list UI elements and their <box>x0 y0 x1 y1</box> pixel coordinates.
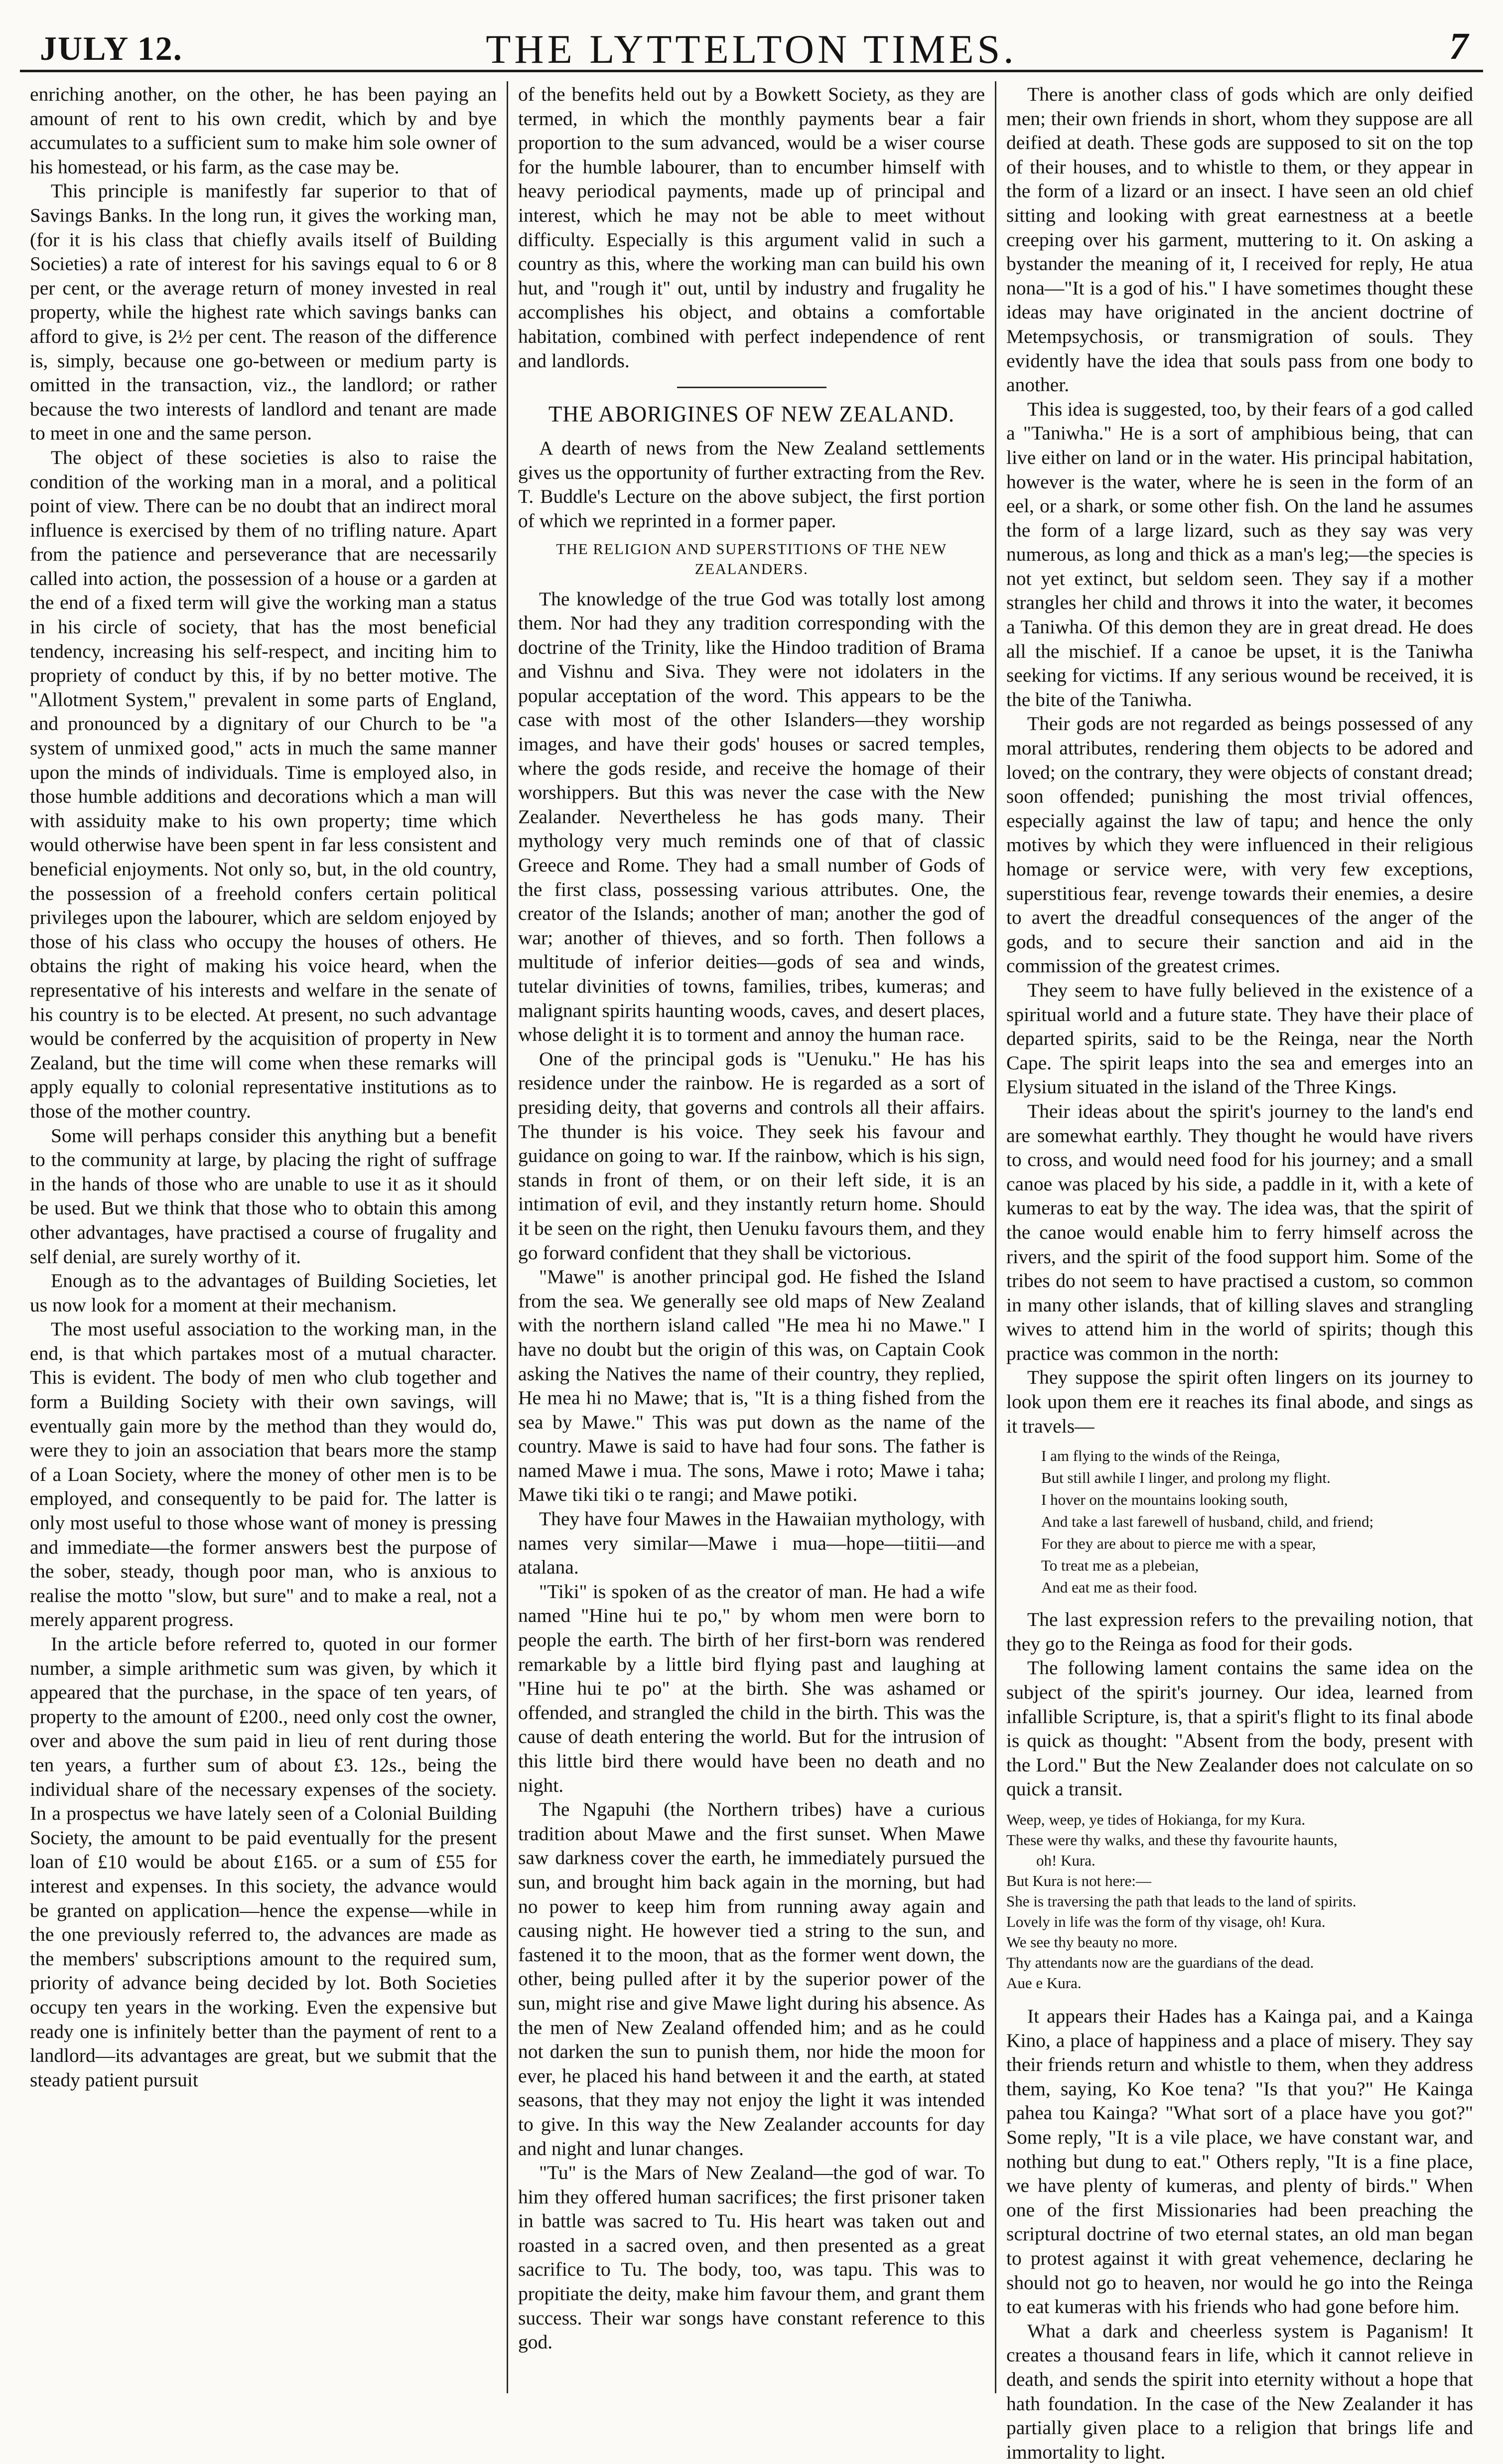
article-divider <box>677 387 826 388</box>
paragraph: Their gods are not regarded as beings possessed of any moral attributes, rendering them objects to be adored and loved; on the contrary, they were objects of constant dread; soon offended; punishing the most trivial offences, especially against the law of tapu; and hence the only motives by which they were influenced in their religious homage or service were, with very few exceptions, superstitious fear, revenge towards their enemies, a desire to avert the dreadful consequences of the anger of the gods, and to secure their sanction and aid in the commission of the greatest crimes. <box>1006 713 1473 977</box>
verse-line: To treat me as a plebeian, <box>1041 1557 1199 1575</box>
verse-line: And eat me as their food. <box>1041 1579 1198 1596</box>
masthead <box>20 20 1483 72</box>
paragraph: The Ngapuhi (the Northern tribes) have a curious tradition about Mawe and the first sunset. When Mawe saw darkness cover the earth, he immediately pursued the sun, and brought him back again in the morning, but had no power to keep him from running away again and causing night. He however tied a string to the sun, and fastened it to the moon, that as the former went down, the other, being pulled after it by the superior power of the sun, might rise and give Mawe light during his absence. As the men of New Zealand offended him; and as he could not darken the sun to punish them, nor hide the moon for ever, he placed his hand between it and the earth, at stated seasons, that they may not enjoy the light it was intended to give. In this way the New Zealander accounts for day and night and lunar changes. <box>518 1798 985 2160</box>
column-2 <box>508 78 995 2400</box>
paragraph: This idea is suggested, too, by their fears of a god called a "Taniwha." He is a sort of amphibious being, that can live either on land or in the water. His principal habitation, however is the water, where he is seen in the form of an eel, or a shark, or some other fish. On the land he assumes the form of a large lizard, such as they say was very numerous, as long and thick as a man's leg;—the species is not yet extinct, but seldom seen. They say if a mother strangles her child and throws it into the water, it becomes a Taniwha. Of this demon they are in great dread. He does all the mischief. If a canoe be upset, it is the Taniwha seeking for victims. If any serious wound be received, it is the bite of the Taniwha. <box>1006 398 1473 711</box>
paragraph: The knowledge of the true God was totally lost among them. Nor had they any tradition corresponding with the doctrine of the Trinity, like the Hindoo tradition of Brama and Vishnu and Siva. They were not idolaters in the popular acceptation of the word. This appears to be the case with most of the other Islanders—they worship images, and have their gods' houses or sacred temples, where the gods reside, and receive the homage of their worshippers. But this was never the case with the New Zealander. Nevertheless he has gods many. Their mythology very much reminds one of that of classic Greece and Rome. They had a small number of Gods of the first class, possessing various attributes. One, the creator of the Islands; another of man; another the god of war; another of thieves, and so forth. Then follows a multitude of inferior deities—gods of sea and winds, tutelar divinities of towns, families, tribes, kumeras; and malignant spirits haunting woods, caves, and desert places, whose delight it is to torment and annoy the human race. <box>518 587 985 1046</box>
article-title: THE ABORIGINES OF NEW ZEALAND. <box>548 402 955 427</box>
paragraph: They suppose the spirit often lingers on its journey to look upon them ere it reaches its final abode, and sings as it travels— <box>1006 1366 1473 1437</box>
verse-line: And take a last farewell of husband, child, and friend; <box>1041 1513 1374 1531</box>
lament-line: oh! Kura. <box>1036 1852 1095 1869</box>
paragraph: The most useful association to the working man, in the end, is that which partakes most of a mutual character. This is evident. The body of men who club together and form a Building Society with their own savings, will eventually gain more by the method than they would do, were they to join an association that bears more the stamp of a Loan Society, where the money of other men is to be employed, and consequently to be paid for. The latter is only most useful to those whose want of money is pressing and immediate—the former answers best the purpose of the sober, steady, though poor man, who is anxious to realise the motto "slow, but sure" and to make a real, not a merely apparent progress. <box>30 1318 497 1631</box>
columns <box>20 78 1483 2463</box>
paragraph: They seem to have fully believed in the existence of a spiritual world and a future state. They have their place of departed spirits, said to be the Reinga, near the North Cape. The spirit leaps into the sea and emerges into an Elysium situated in the island of the Three Kings. <box>1006 979 1473 1098</box>
lament-line: She is traversing the path that leads to the land of spirits. <box>1006 1892 1357 1910</box>
section-heading: THE RELIGION AND SUPERSTITIONS OF THE NEW ZEALANDERS. <box>556 540 947 578</box>
lament-line: Weep, weep, ye tides of Hokianga, for my Kura. <box>1006 1811 1306 1828</box>
paragraph: "Mawe" is another principal god. He fished the Island from the sea. We generally see old maps of New Zealand with the northern island called "He mea hi no Mawe." I have no doubt but the origin of this was, on Captain Cook asking the Natives the name of their country, they replied, He mea hi no Mawe; that is, "It is a thing fished from the sea by Mawe." This was put down as the name of the country. Mawe is said to have had four sons. The father is named Mawe i mua. The sons, Mawe i roto; Mawe i taha; Mawe tiki tiki o te rangi; and Mawe potiki. <box>518 1266 985 1506</box>
page-number: 7 <box>1449 25 1468 67</box>
lament-line: Lovely in life was the form of thy visage, oh! Kura. <box>1006 1913 1326 1930</box>
verse-line: But still awhile I linger, and prolong my flight. <box>1041 1469 1331 1487</box>
paragraph: They have four Mawes in the Hawaiian mythology, with names very similar—Mawe i mua—hope—tiitii—and atalana. <box>518 1508 985 1579</box>
paragraph: The object of these societies is also to raise the condition of the working man in a moral, and a political point of view. There can be no doubt that an indirect moral influence is exercised by them of no trifling nature. Apart from the patience and perseverance that are necessarily called into action, the possession of a house or a garden at the end of a fixed term will give the working man a status in his circle of society, that has the most beneficial tendency, increasing his self-respect, and inciting him to propriety of conduct by this, if by no better motive. The "Allotment System," prevalent in some parts of England, and pronounced by a dignitary of our Church to be "a system of unmixed good," acts in much the same manner upon the minds of individuals. Time is employed also, in those humble additions and decorations which a man will with assiduity make to his own property; time which would otherwise have been spent in far less consistent and beneficial enjoyments. Not only so, but, in the old country, the possession of a freehold confers certain political privileges upon the labourer, which are seldom enjoyed by those of his class who occupy the houses of others. He obtains the right of making his voice heard, when the representative of his interests and welfare in the senate of his country is to be elected. At present, no such advantage would be conferred by the acquisition of property in New Zealand, but the time will come when these remarks will apply equally to colonial representative institutions as to those of the mother country. <box>30 446 497 1122</box>
paragraph: What a dark and cheerless system is Paganism! It creates a thousand fears in life, which it cannot relieve in death, and sends the spirit into eternity without a hope that hath foundation. In the case of the New Zealander it has partially given place to a religion that brings life and immortality to light. <box>1006 2319 1473 2463</box>
paragraph: It appears their Hades has a Kainga pai, and a Kainga Kino, a place of happiness and a place of misery. They say their friends return and whistle to them, when they address them, saying, Ko Koe tena? "Is that you?" He Kainga pahea tou Kainga? "What sort of a place have you got?" Some reply, "It is a vile place, we have constant war, and nothing but dung to eat." Others reply, "It is a fine place, we have plenty of kumeras, and plenty of birds." When one of the first Missionaries had been preaching the scriptural doctrine of two eternal states, an old man began to protest against it with great vehemence, declaring he should not go to heaven, nor would he go into the Reinga to eat kumeras with his friends who had gone before him. <box>1006 2005 1473 2318</box>
paragraph: Enough as to the advantages of Building Societies, let us now look for a moment at their mechanism. <box>30 1270 497 1316</box>
lament-line: But Kura is not here:— <box>1006 1872 1152 1889</box>
spirit-song-verse <box>1041 1445 1473 1598</box>
paragraph: The following lament contains the same idea on the subject of the spirit's journey. Our idea, learned from infallible Scripture, is, that a spirit's flight to its final abode is quick as thought: "Absent from the body, present with the Lord." But the New Zealander does not calculate on so quick a transit. <box>1006 1657 1473 1800</box>
paragraph: This principle is manifestly far superior to that of Savings Banks. In the long run, it gives the working man, (for it is his class that chiefly avails itself of Building Societies) a rate of interest for his savings equal to 6 or 8 per cent, or the average return of money invested in real property, while the highest rate which savings banks can afford to give, is 2½ per cent. The reason of the difference is, simply, because one go-between or medium party is omitted in the transaction, viz., the landlord; or rather because the two interests of landlord and tenant are made to meet in one and the same person. <box>30 180 497 444</box>
paragraph: There is another class of gods which are only deified men; their own friends in short, whom they suppose are all deified at death. These gods are supposed to sit on the top of their houses, and to whistle to them, or they appear in the form of a lizard or an insect. I have seen an old chief sitting and looking with great earnestness at a beetle creeping over his garment, muttering to it. On asking a bystander the meaning of it, I received for reply, He atua nona—"It is a god of his." I have sometimes thought these ideas may have originated in the ancient doctrine of Metempsychosis, or transmigration of souls. They evidently have the idea that souls pass from one body to another. <box>1006 83 1473 396</box>
issue-date: JULY 12. <box>40 29 183 67</box>
column-1 <box>20 78 507 2400</box>
article-intro: A dearth of news from the New Zealand settlements gives us the opportunity of further extracting from the Rev. T. Buddle's Lecture on the above subject, the first portion of which we reprinted in a former paper. <box>518 437 985 532</box>
verse-line: For they are about to pierce me with a spear, <box>1041 1535 1316 1553</box>
newspaper-title: THE LYTTELTON TIMES. <box>486 26 1017 72</box>
paragraph: In the article before referred to, quoted in our former number, a simple arithmetic sum was given, by which it appeared that the purchase, in the space of ten years, of property to the amount of £200., need only cost the owner, over and above the sum paid in lieu of rent during those ten years, a further sum of about £3. 12s., being the individual share of the necessary expenses of the society. In a prospectus we have lately seen of a Colonial Building Society, the amount to be paid eventually for the present loan of £10 would be about £165. or a sum of £55 for interest and expenses. In this society, the advance would be granted on application—hence the expense—while in the one previously referred to, the advances are made as the members' subscriptions amount to the required sum, priority of advance being decided by lot. Both Societies occupy ten years in the working. Even the expensive but ready one is infinitely better than the payment of rent to a landlord—its advantages are great, but we submit that the steady patient pursuit <box>30 1633 497 2091</box>
column-3 <box>996 78 1483 2463</box>
verse-line: I hover on the mountains looking south, <box>1041 1491 1288 1509</box>
lament-line: These were thy walks, and these thy favourite haunts, <box>1006 1831 1338 1849</box>
lament-verse <box>1006 1809 1473 1993</box>
paragraph: of the benefits held out by a Bowkett Society, as they are termed, in which the monthly payments bear a fair proportion to the sum advanced, would be a wiser course for the humble labourer, than to encumber himself with heavy periodical payments, made up of principal and interest, which he may not be able to meet without difficulty. Especially is this argument valid in such a country as this, where the working man can build his own hut, and "rough it" out, until by industry and frugality he accomplishes his object, and obtains a comfortable habitation, combined with perfect independence of rent and landlords. <box>518 83 985 372</box>
verse-line: I am flying to the winds of the Reinga, <box>1041 1447 1280 1465</box>
paragraph: One of the principal gods is "Uenuku." He has his residence under the rainbow. He is regarded as a sort of presiding deity, that governs and controls all their affairs. The thunder is his voice. They seek his favour and guidance on going to war. If the rainbow, which is his sign, stands in front of them, or on their left side, it is an intimation of evil, and they instantly return home. Should it be seen on the right, then Uenuku favours them, and they go forward confident that they shall be victorious. <box>518 1047 985 1264</box>
paragraph: "Tu" is the Mars of New Zealand—the god of war. To him they offered human sacrifices; the first prisoner taken in battle was sacred to Tu. His heart was taken out and roasted in a sacred oven, and then presented as a great sacrifice to Tu. The body, too, was tapu. This was to propitiate the deity, make him favour them, and grant them success. Their war songs have constant reference to this god. <box>518 2162 985 2353</box>
paragraph: Their ideas about the spirit's journey to the land's end are somewhat earthly. They thought he would have rivers to cross, and would need food for his journey; and a small canoe was placed by his side, a paddle in it, with a kete of kumeras to eat by the way. The idea was, that the spirit of the canoe would enable him to ferry himself across the rivers, and the spirit of the food support him. Some of the tribes do not seem to have practised a custom, so common in many other islands, that of killing slaves and strangling wives to attend him in the world of spirits; though this practice was common in the north: <box>1006 1100 1473 1364</box>
lament-line: We see thy beauty no more. <box>1006 1933 1178 1951</box>
lament-line: Aue e Kura. <box>1006 1974 1082 1992</box>
paragraph: The last expression refers to the prevailing notion, that they go to the Reinga as food for their gods. <box>1006 1608 1473 1655</box>
lament-line: Thy attendants now are the guardians of the dead. <box>1006 1954 1314 1971</box>
paragraph: "Tiki" is spoken of as the creator of man. He had a wife named "Hine hui te po," by whom men were born to people the earth. The birth of her first-born was rendered remarkable by a little bird flying past and laughing at "Hine hui te po" at the birth. She was ashamed or offended, and strangled the child in the birth. This was the cause of death entering the world. But for the intrusion of this little bird there would have been no death and no night. <box>518 1580 985 1796</box>
paragraph: enriching another, on the other, he has been paying an amount of rent to his own credit, which by and bye accumulates to a sufficient sum to make him sole owner of his homestead, or his farm, as the case may be. <box>30 83 497 178</box>
paragraph: Some will perhaps consider this anything but a benefit to the community at large, by placing the right of suffrage in the hands of those who are unable to use it as it should be used. But we think that those who to obtain this among other advantages, have practised a course of frugality and self denial, are surely worthy of it. <box>30 1124 497 1268</box>
